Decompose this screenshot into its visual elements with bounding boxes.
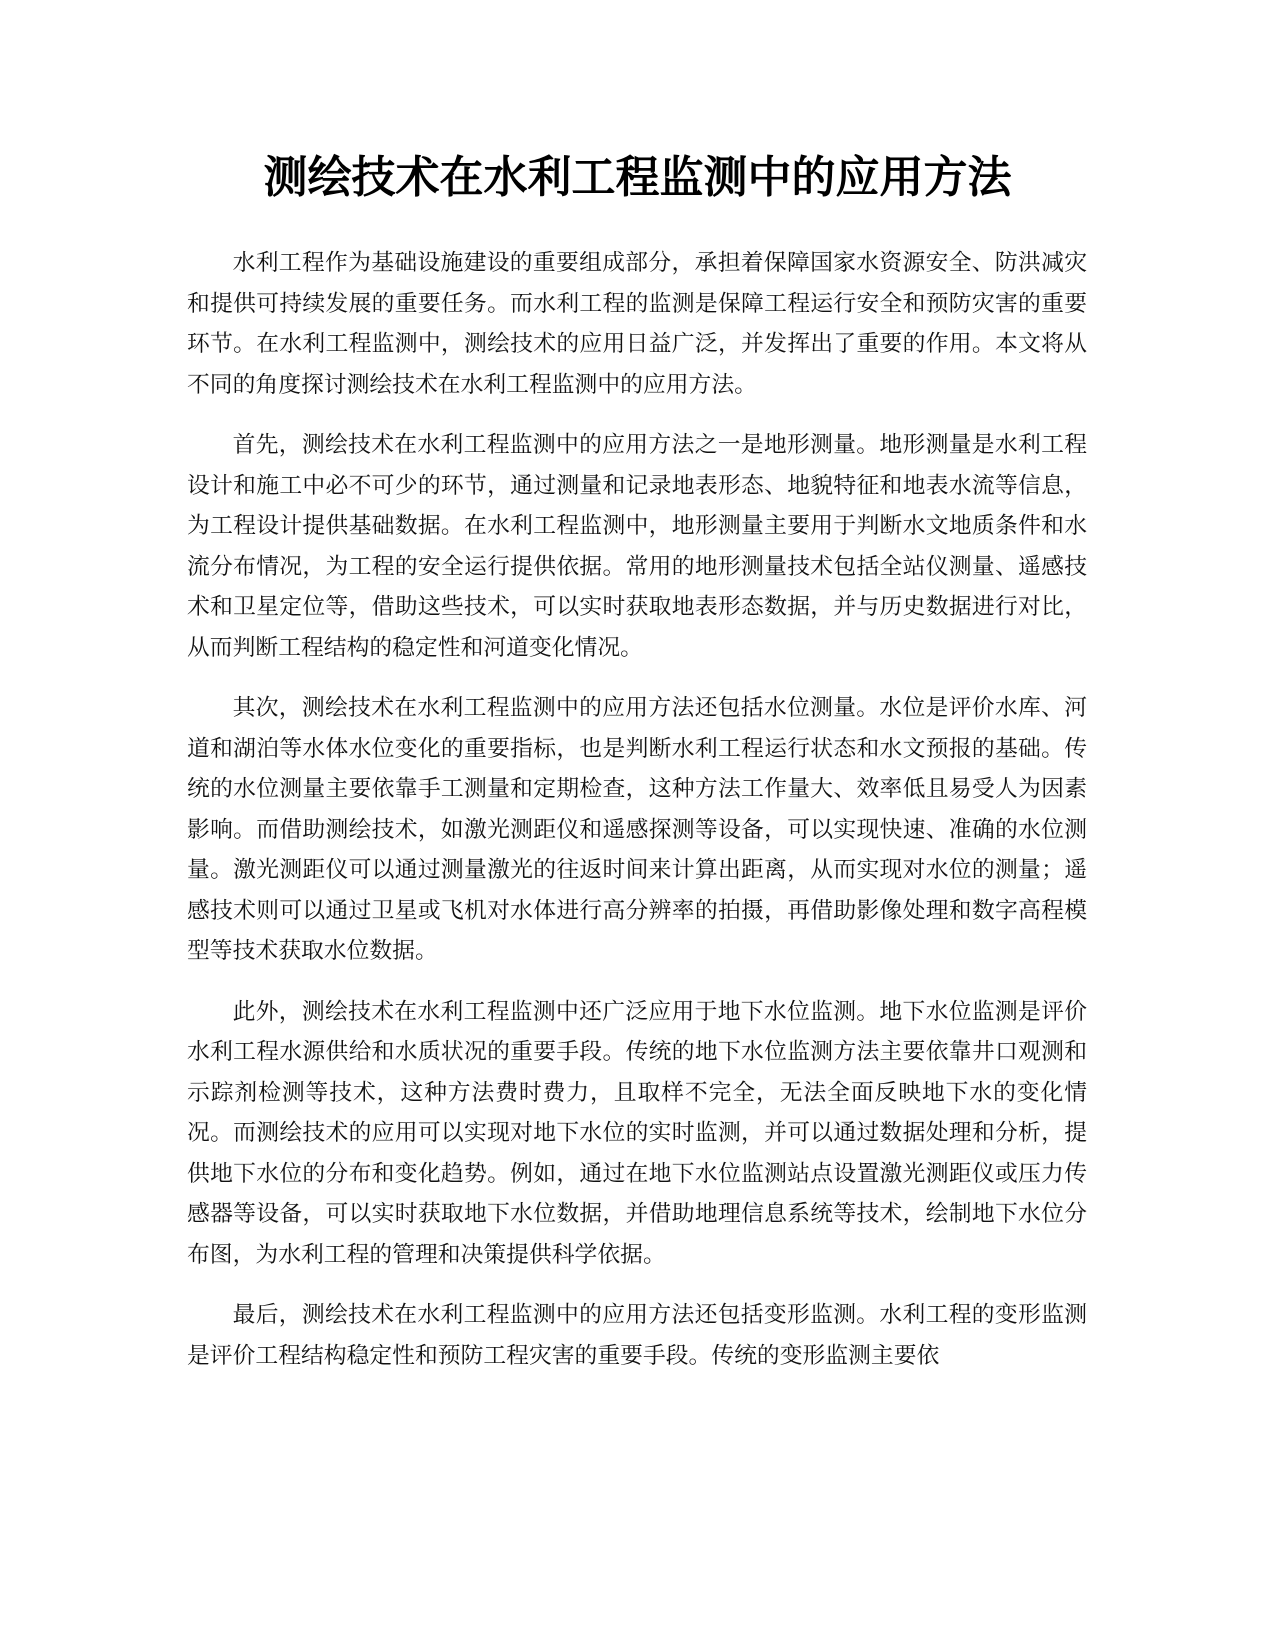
paragraph-intro: 水利工程作为基础设施建设的重要组成部分，承担着保障国家水资源安全、防洪减灾和提供可持续发展的重要任务。而水利工程的监测是保障工程运行安全和预防灾害的重要环节。在水利工程监测中，测绘技术的应用日益广泛，并发挥出了重要的作用。本文将从不同的角度探讨测绘技术在水利工程监测中的应用方法。	[187, 250, 1087, 398]
document-title: 测绘技术在水利工程监测中的应用方法	[263, 152, 1012, 203]
document-body	[187, 243, 1087, 1396]
paragraph-terrain-survey: 首先，测绘技术在水利工程监测中的应用方法之一是地形测量。地形测量是水利工程设计和施工中必不可少的环节，通过测量和记录地表形态、地貌特征和地表水流等信息，为工程设计提供基础数据。在水利工程监测中，地形测量主要用于判断水文地质条件和水流分布情况，为工程的安全运行提供依据。常用的地形测量技术包括全站仪测量、遥感技术和卫星定位等，借助这些技术，可以实时获取地表形态数据，并与历史数据进行对比，从而判断工程结构的稳定性和河道变化情况。	[187, 432, 1087, 661]
paragraph-deformation: 最后，测绘技术在水利工程监测中的应用方法还包括变形监测。水利工程的变形监测是评价工程结构稳定性和预防工程灾害的重要手段。传统的变形监测主要依	[187, 1302, 1087, 1369]
paragraph-water-level: 其次，测绘技术在水利工程监测中的应用方法还包括水位测量。水位是评价水库、河道和湖泊等水体水位变化的重要指标，也是判断水利工程运行状态和水文预报的基础。传统的水位测量主要依靠手工测量和定期检查，这种方法工作量大、效率低且易受人为因素影响。而借助测绘技术，如激光测距仪和遥感探测等设备，可以实现快速、准确的水位测量。激光测距仪可以通过测量激光的往返时间来计算出距离，从而实现对水位的测量；遥感技术则可以通过卫星或飞机对水体进行高分辨率的拍摄，再借助影像处理和数字高程模型等技术获取水位数据。	[187, 695, 1087, 964]
paragraph-groundwater: 此外，测绘技术在水利工程监测中还广泛应用于地下水位监测。地下水位监测是评价水利工程水源供给和水质状况的重要手段。传统的地下水位监测方法主要依靠井口观测和示踪剂检测等技术，这种方法费时费力，且取样不完全，无法全面反映地下水的变化情况。而测绘技术的应用可以实现对地下水位的实时监测，并可以通过数据处理和分析，提供地下水位的分布和变化趋势。例如，通过在地下水位监测站点设置激光测距仪或压力传感器等设备，可以实时获取地下水位数据，并借助地理信息系统等技术，绘制地下水位分布图，为水利工程的管理和决策提供科学依据。	[187, 998, 1087, 1268]
